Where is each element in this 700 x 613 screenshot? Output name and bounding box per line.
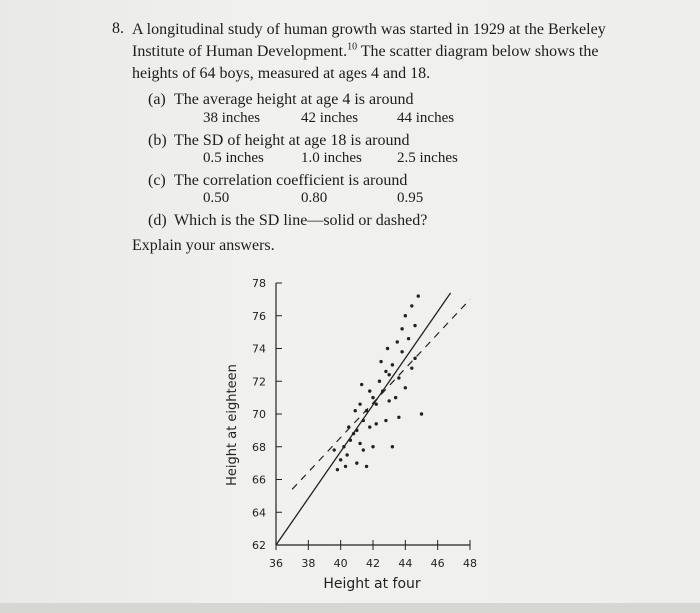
data-point-4 <box>352 432 355 435</box>
part-a-option-2: 42 inches <box>301 110 359 126</box>
y-tick-label-76: 76 <box>252 309 266 323</box>
closing-instruction: Explain your answers. <box>132 237 275 254</box>
part-b-label: (b) <box>148 132 167 149</box>
data-point-45 <box>360 383 363 386</box>
data-point-33 <box>347 425 350 428</box>
data-point-43 <box>413 324 416 327</box>
data-point-48 <box>417 294 420 297</box>
x-tick-label-36: 36 <box>269 557 283 570</box>
data-point-0 <box>339 458 342 461</box>
data-point-12 <box>371 396 374 399</box>
problem-intro-line-2: Institute of Human Development.$^{10}$ The scatter diagram below shows the <box>132 41 599 60</box>
y-tick-label-64: 64 <box>252 506 266 520</box>
x-tick-label-48: 48 <box>463 557 477 570</box>
part-c-option-3: 0.95 <box>397 190 424 206</box>
data-point-46 <box>386 347 389 350</box>
part-b-text: The SD of height at age 18 is around <box>174 132 410 149</box>
x-tick-label-46: 46 <box>430 557 445 570</box>
part-c-text: The correlation coefficient is around <box>174 172 408 189</box>
dashed-line <box>292 299 470 489</box>
footnote-marker: 10 <box>347 41 358 53</box>
data-point-44 <box>400 327 403 330</box>
data-point-13 <box>371 445 374 448</box>
y-tick-label-66: 66 <box>252 473 266 487</box>
data-point-26 <box>407 337 410 340</box>
problem-intro-line-3: heights of 64 boys, measured at ages 4 and 18. <box>132 65 431 82</box>
problem-intro-line-1: A longitudinal study of human growth was started in 1929 at the Berkeley <box>132 21 606 38</box>
y-tick-label-74: 74 <box>252 342 266 356</box>
part-b-option-2: 1.0 inches <box>301 150 362 166</box>
data-point-15 <box>375 402 378 405</box>
data-point-22 <box>394 396 397 399</box>
part-a-option-1: 38 inches <box>203 110 261 126</box>
part-a-text: The average height at age 4 is around <box>174 91 414 108</box>
y-tick-label-72: 72 <box>252 375 266 389</box>
data-point-38 <box>365 465 368 468</box>
data-point-7 <box>358 442 361 445</box>
part-c-option-1: 0.50 <box>203 190 230 206</box>
y-tick-label-70: 70 <box>252 408 266 421</box>
data-point-31 <box>420 412 423 415</box>
data-point-1 <box>342 445 345 448</box>
data-point-40 <box>391 445 394 448</box>
data-point-21 <box>391 363 394 366</box>
data-point-39 <box>384 370 387 373</box>
data-point-6 <box>355 461 358 464</box>
part-c-option-2: 0.80 <box>301 190 328 206</box>
data-point-23 <box>397 376 400 379</box>
chart-lines <box>276 293 470 545</box>
chart-axes <box>252 277 477 570</box>
data-point-35 <box>379 360 382 363</box>
data-point-30 <box>413 357 416 360</box>
x-tick-label-42: 42 <box>366 557 380 570</box>
data-point-49 <box>397 416 400 419</box>
data-point-28 <box>404 314 407 317</box>
part-c-label: (c) <box>148 172 166 189</box>
data-point-5 <box>355 429 358 432</box>
data-point-24 <box>400 350 403 353</box>
y-tick-label-68: 68 <box>252 440 266 454</box>
data-point-3 <box>349 439 352 442</box>
data-point-2 <box>345 453 348 456</box>
data-point-9 <box>358 402 361 405</box>
data-point-16 <box>378 380 381 383</box>
x-axis-label: Height at four <box>323 576 421 592</box>
data-point-37 <box>333 448 336 451</box>
x-tick-label-38: 38 <box>301 557 316 570</box>
data-point-14 <box>362 448 365 451</box>
data-point-36 <box>396 340 399 343</box>
part-d-text: Which is the SD line—solid or dashed? <box>174 212 428 229</box>
data-point-17 <box>381 389 384 392</box>
data-point-8 <box>362 419 365 422</box>
data-point-29 <box>410 304 413 307</box>
data-point-10 <box>365 409 368 412</box>
x-tick-label-40: 40 <box>333 557 348 570</box>
y-tick-label-78: 78 <box>252 277 266 290</box>
part-b-option-1: 0.5 inches <box>203 150 264 166</box>
part-b-option-3: 2.5 inches <box>397 150 458 166</box>
data-point-42 <box>375 422 378 425</box>
x-tick-label-44: 44 <box>398 557 413 570</box>
data-point-32 <box>336 468 339 471</box>
data-point-20 <box>387 399 390 402</box>
data-point-41 <box>354 409 357 412</box>
part-a-label: (a) <box>148 91 166 108</box>
data-point-11 <box>368 425 371 428</box>
data-point-25 <box>404 386 407 389</box>
page-bottom-edge <box>0 603 700 613</box>
data-point-27 <box>410 366 413 369</box>
y-axis-label: Height at eighteen <box>225 364 240 486</box>
data-point-34 <box>368 389 371 392</box>
part-d-label: (d) <box>148 212 167 229</box>
data-point-47 <box>344 465 347 468</box>
data-point-19 <box>387 373 390 376</box>
problem-number: 8. <box>112 20 124 37</box>
y-tick-label-62: 62 <box>252 539 266 552</box>
part-a-option-3: 44 inches <box>397 110 455 126</box>
data-point-18 <box>384 419 387 422</box>
